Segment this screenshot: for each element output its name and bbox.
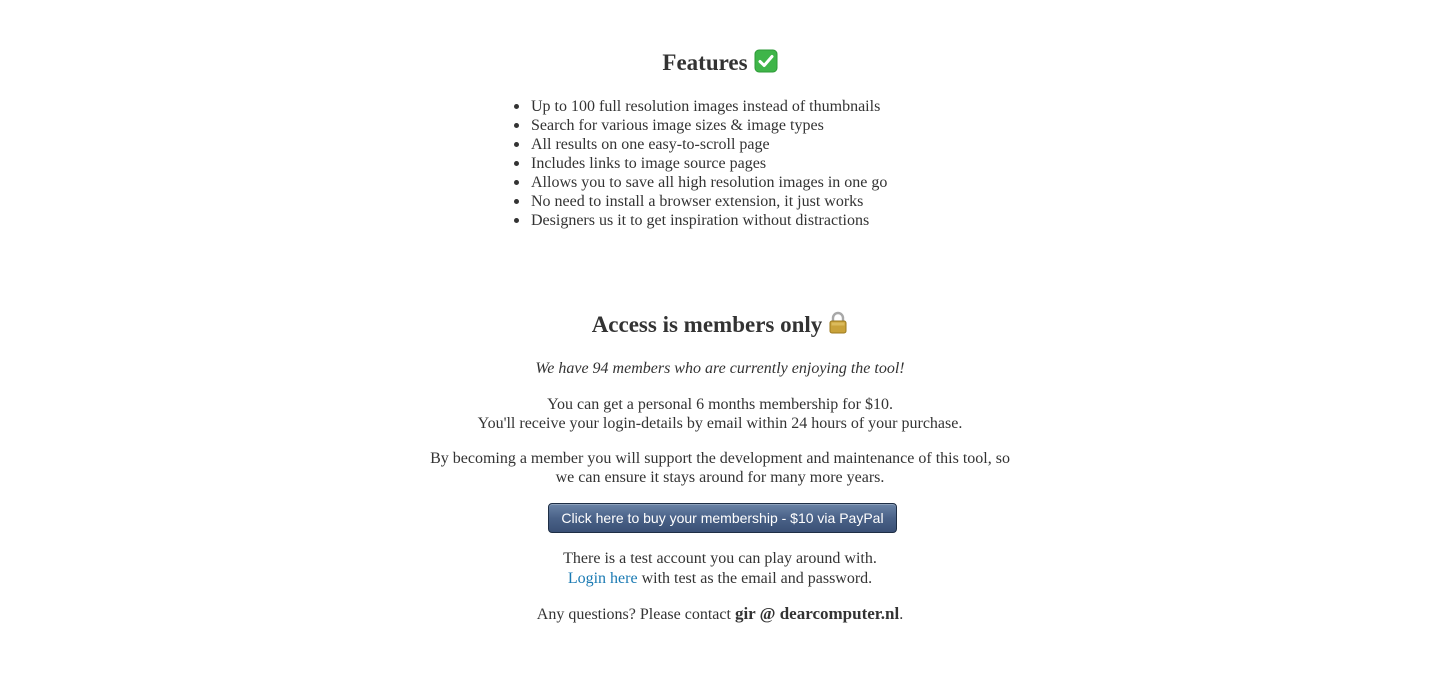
feature-item: No need to install a browser extension, it just works — [531, 192, 887, 211]
feature-item: Designers us it to get inspiration without distractions — [531, 211, 887, 230]
contact-suffix: . — [899, 606, 904, 623]
login-line — [0, 569, 1440, 589]
support-message — [0, 449, 1440, 487]
test-account-info — [0, 549, 1440, 589]
feature-item: Includes links to image source pages — [531, 154, 887, 173]
check-mark-button-icon — [754, 49, 778, 80]
feature-item: Up to 100 full resolution images instead of thumbnails — [531, 97, 887, 116]
contact-prefix: Any questions? Please contact — [536, 606, 735, 623]
support-line-2: we can ensure it stays around for many more years. — [555, 469, 885, 486]
offer-price-line: You can get a personal 6 months membership for $10. — [547, 396, 893, 413]
contact-email: gir @ dearcomputer.nl — [734, 604, 900, 623]
membership-offer — [0, 395, 1440, 433]
features-heading — [0, 49, 1440, 80]
feature-item: Allows you to save all high resolution images in one go — [531, 174, 888, 191]
login-instructions: with test as the email and password. — [637, 570, 873, 587]
access-heading-text: Access is members only — [591, 312, 823, 337]
buy-membership-button[interactable]: Click here to buy your membership - $10 via PayPal — [548, 503, 897, 533]
feature-list — [531, 97, 887, 230]
test-account-line: There is a test account you can play around with. — [563, 550, 877, 567]
features-heading-text: Features — [662, 50, 748, 75]
padlock-icon — [828, 311, 848, 342]
contact-line — [0, 604, 1440, 624]
support-line-1: By becoming a member you will support the development and maintenance of this tool, so — [430, 450, 1010, 467]
offer-delivery-line: You'll receive your login-details by email within 24 hours of your purchase. — [477, 415, 963, 432]
feature-item: Search for various image sizes & image types — [531, 116, 887, 135]
access-heading — [0, 311, 1440, 342]
login-here-link[interactable]: Login here — [567, 570, 638, 587]
members-count-line: We have 94 members who are currently enjoying the tool! — [535, 360, 905, 377]
feature-item: All results on one easy-to-scroll page — [531, 135, 887, 154]
